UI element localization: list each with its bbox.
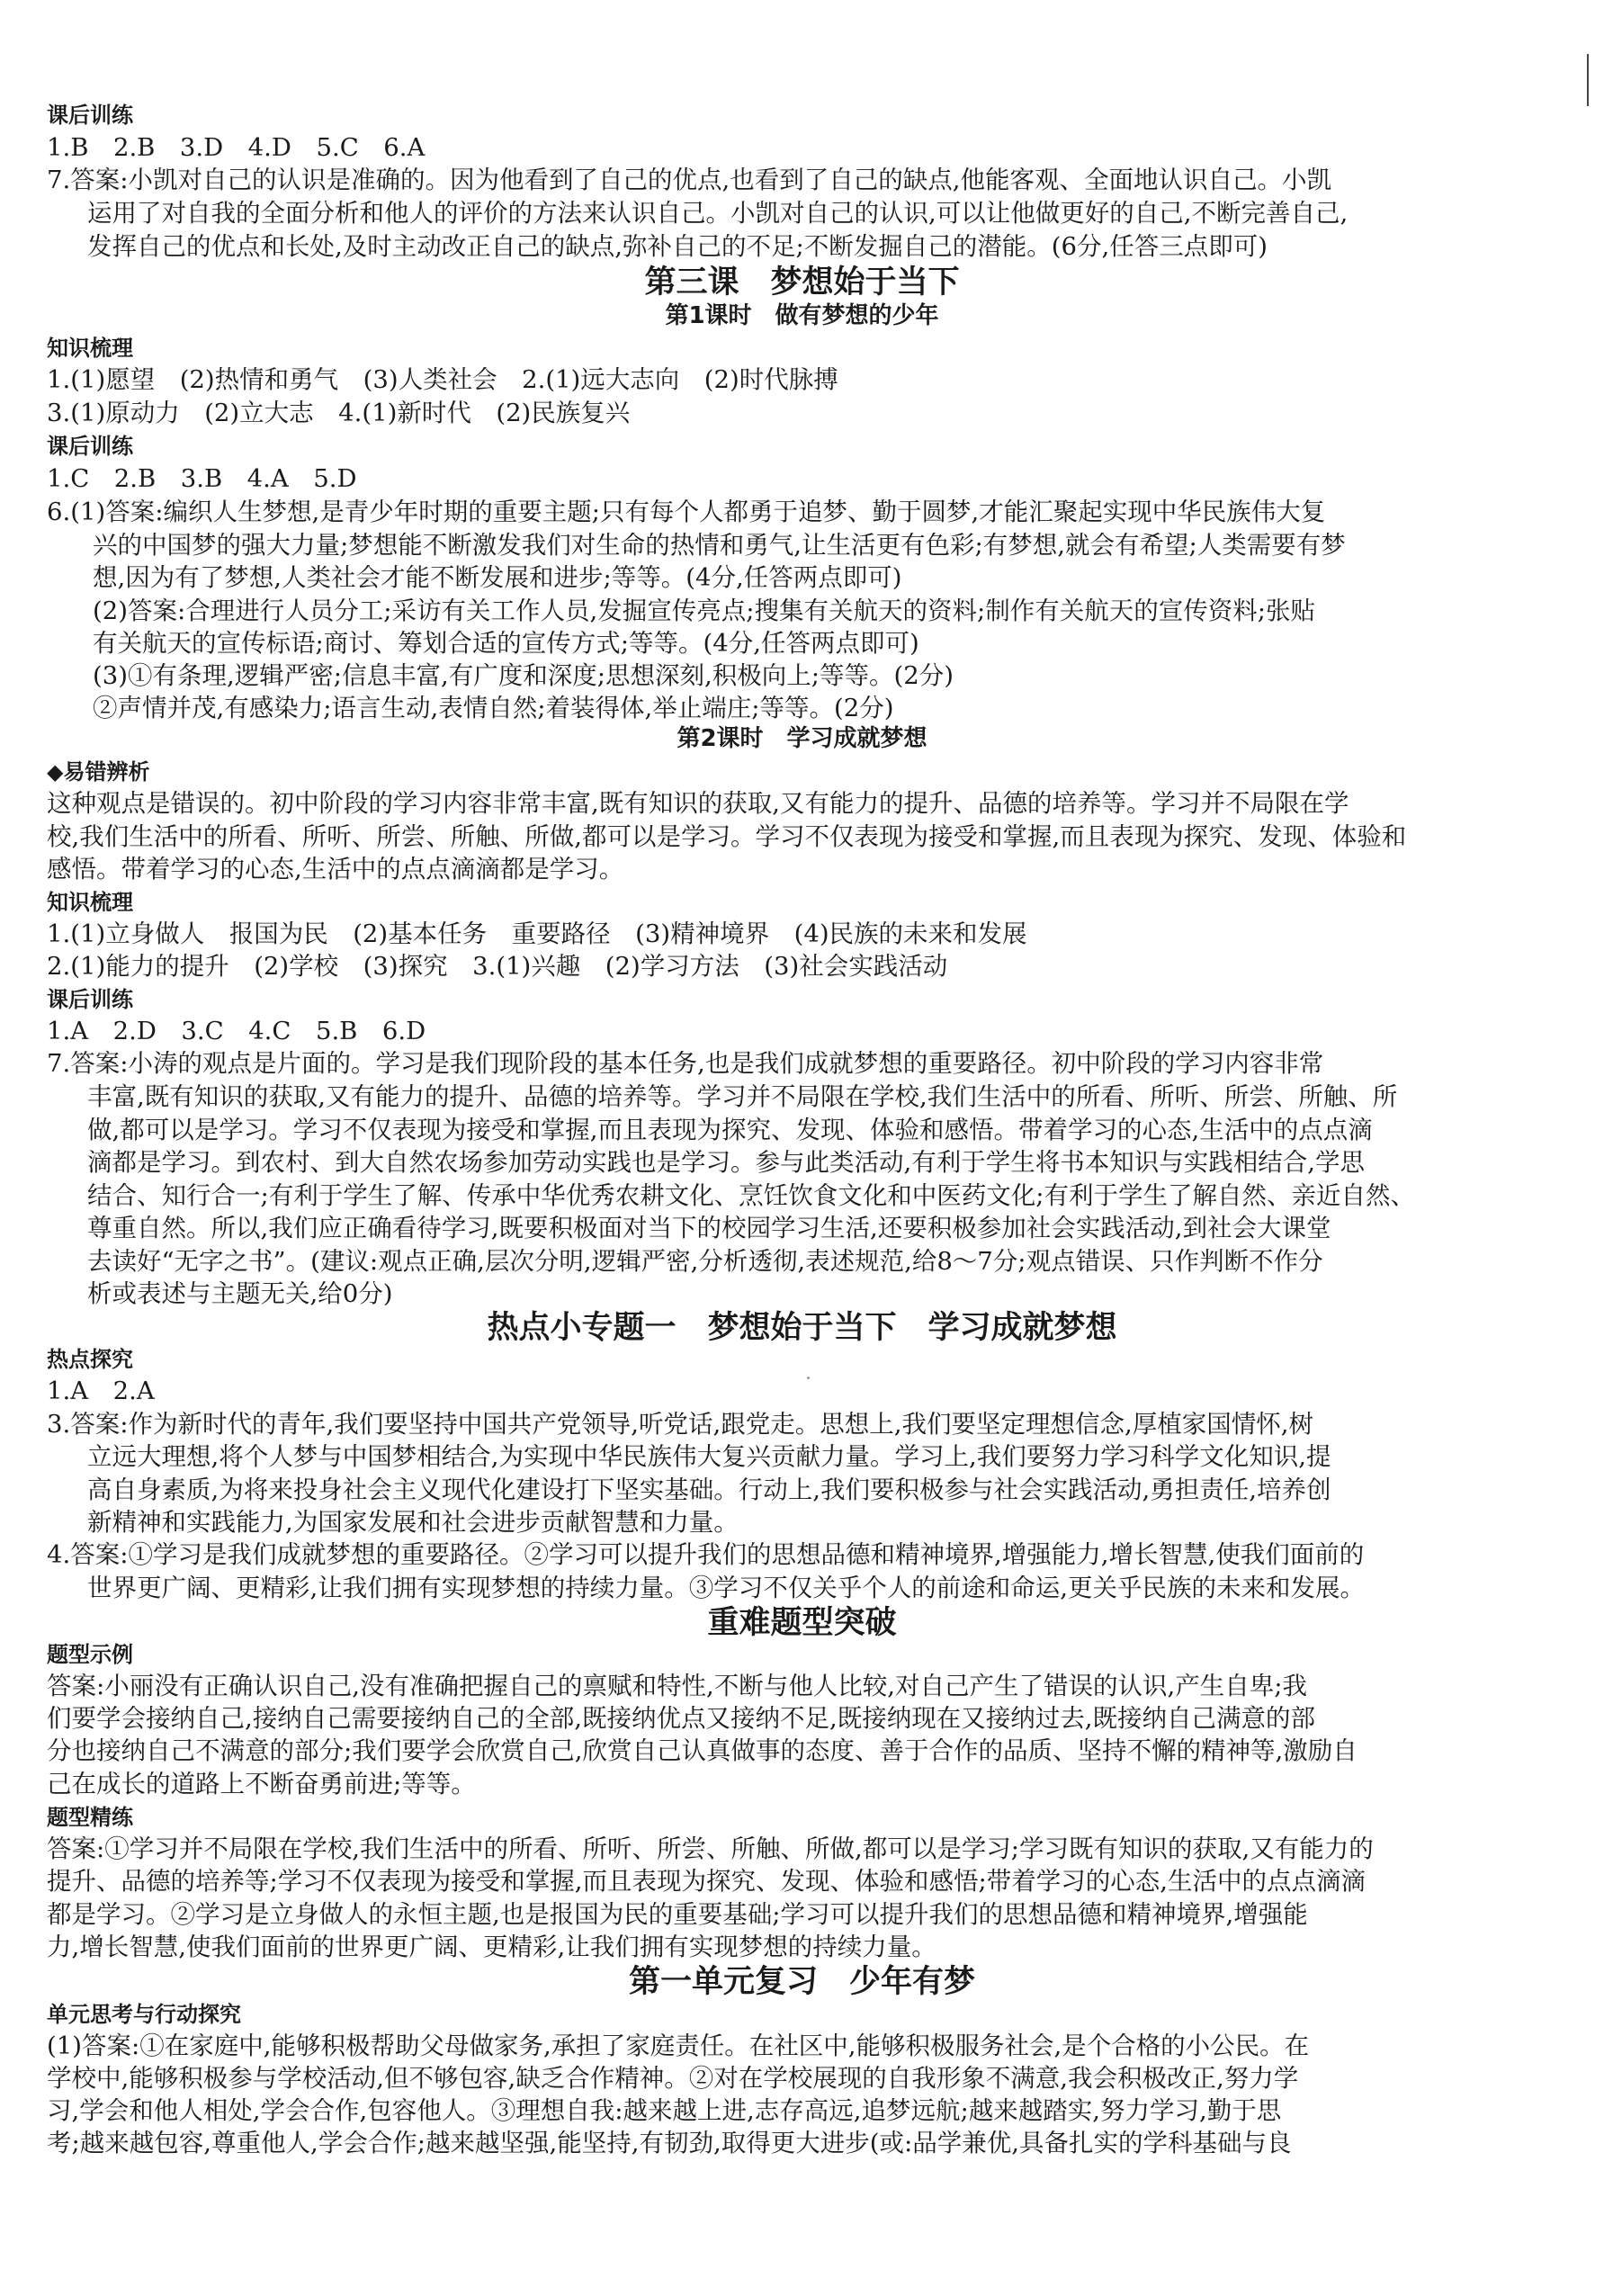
section-heading: 课后训练 [47, 987, 133, 1012]
answer-line: 学校中,能够积极参与学校活动,但不够包容,缺乏合作精神。②对在学校展现的自我形象不满意,我会积极改正,努力学 [47, 2064, 1299, 2093]
answer-line: 析或表述与主题无关,给0分) [87, 1279, 393, 1308]
answer-line: 有关航天的宣传标语;商讨、筹划合适的宣传方式;等等。(4分,任答两点即可) [93, 629, 919, 658]
answer-line: 去读好“无字之书”。(建议:观点正确,层次分明,逻辑严密,分析透彻,表述规范,给8～7分;观点错误、只作判断不作分 [87, 1247, 1323, 1276]
answer-line: 高自身素质,为将来投身社会主义现代化建设打下坚实基础。行动上,我们要积极参与社会实践活动,勇担责任,培养创 [87, 1475, 1331, 1504]
section-heading: 知识梳理 [47, 890, 133, 915]
section-heading: ◆易错辨析 [47, 759, 150, 785]
answer-line: 运用了对自我的全面分析和他人的评价的方法来认识自己。小凯对自己的认识,可以让他做更好的自己,不断完善自己, [87, 199, 1349, 228]
answer-line: 己在成长的道路上不断奋勇前进;等等。 [47, 1770, 476, 1798]
answer-line: 结合、知行合一;有利于学生了解、传承中华优秀农耕文化、烹饪饮食文化和中医药文化;有利于学生了解自然、亲近自然、 [87, 1181, 1416, 1210]
lesson-subtitle: 第2课时 学习成就梦想 [677, 725, 927, 752]
section-heading: 课后训练 [47, 103, 133, 128]
answer-line: 立远大理想,将个人梦与中国梦相结合,为实现中华民族伟大复兴贡献力量。学习上,我们要努力学习科学文化知识,提 [87, 1442, 1331, 1471]
topic-title: 热点小专题一 梦想始于当下 学习成就梦想 [487, 1310, 1117, 1346]
answer-line: 校,我们生活中的所看、所听、所尝、所触、所做,都可以是学习。学习不仅表现为接受和掌握,而且表现为探究、发现、体验和 [47, 822, 1407, 851]
answer-line: 习,学会和他人相处,学会合作,包容他人。③理想自我:越来越上进,志存高远,追梦远航;越来越踏实,努力学习,勤于思 [47, 2096, 1282, 2125]
lesson-title: 第三课 梦想始于当下 [644, 265, 960, 300]
answer-line: 1.A 2.D 3.C 4.C 5.B 6.D [47, 1017, 426, 1045]
answer-line: 4.答案:①学习是我们成就梦想的重要路径。②学习可以提升我们的思想品德和精神境界,增强能力,增长智慧,使我们面前的 [47, 1540, 1365, 1569]
answer-line: 1.B 2.B 3.D 4.D 5.C 6.A [47, 133, 426, 162]
answer-line: ②声情并茂,有感染力;语言生动,表情自然;着装得体,举止端庄;等等。(2分) [93, 694, 894, 722]
answer-line: 都是学习。②学习是立身做人的永恒主题,也是报国为民的重要基础;学习可以提升我们的思想品德和精神境界,增强能 [47, 1900, 1308, 1929]
section-heading: 题型精练 [47, 1805, 133, 1830]
answer-line: 感悟。带着学习的心态,生活中的点点滴滴都是学习。 [47, 855, 624, 883]
answer-line: 7.答案:小涛的观点是片面的。学习是我们现阶段的基本任务,也是我们成就梦想的重要路径。初中阶段的学习内容非常 [47, 1049, 1324, 1078]
answer-line: 答案:小丽没有正确认识自己,没有准确把握自己的禀赋和特性,不断与他人比较,对自己产生了错误的认识,产生自卑;我 [47, 1672, 1307, 1700]
page-edge-mark [1587, 54, 1589, 106]
answer-line: (1)答案:①在家庭中,能够积极帮助父母做家务,承担了家庭责任。在社区中,能够积极服务社会,是个合格的小公民。在 [47, 2031, 1310, 2060]
answer-line: 尊重自然。所以,我们应正确看待学习,既要积极面对当下的校园学习生活,还要积极参加社会实践活动,到社会大课堂 [87, 1214, 1331, 1242]
answer-line: 这种观点是错误的。初中阶段的学习内容非常丰富,既有知识的获取,又有能力的提升、品德的培养等。学习并不局限在学 [47, 789, 1349, 818]
answer-line: 做,都可以是学习。学习不仅表现为接受和掌握,而且表现为探究、发现、体验和感悟。带着学习的心态,生活中的点点滴 [87, 1116, 1373, 1144]
answer-line: 1.(1)立身做人 报国为民 (2)基本任务 重要路径 (3)精神境界 (4)民族的未来和发展 [47, 919, 1027, 948]
lesson-subtitle: 第1课时 做有梦想的少年 [665, 302, 939, 329]
answer-line: 发挥自己的优点和长处,及时主动改正自己的缺点,弥补自己的不足;不断发掘自己的潜能。(6分,任答三点即可) [87, 232, 1268, 261]
section-heading: 课后训练 [47, 434, 133, 459]
answer-line: 世界更广阔、更精彩,让我们拥有实现梦想的持续力量。③学习不仅关乎个人的前途和命运,更关乎民族的未来和发展。 [87, 1574, 1365, 1602]
answer-line: 力,增长智慧,使我们面前的世界更广阔、更精彩,让我们拥有实现梦想的持续力量。 [47, 1933, 936, 1961]
answer-line: 答案:①学习并不局限在学校,我们生活中的所看、所听、所尝、所触、所做,都可以是学习;学习既有知识的获取,又有能力的 [47, 1834, 1374, 1863]
unit-review-title: 第一单元复习 少年有梦 [628, 1964, 975, 2000]
answer-line: 们要学会接纳自己,接纳自己需要接纳自己的全部,既接纳优点又接纳不足,既接纳现在又接纳过去,既接纳自己满意的部 [47, 1704, 1315, 1733]
answer-line: 丰富,既有知识的获取,又有能力的提升、品德的培养等。学习并不局限在学校,我们生活中的所看、所听、所尝、所触、所 [87, 1082, 1398, 1111]
section-heading: 题型示例 [47, 1642, 133, 1667]
answer-line: 滴都是学习。到农村、到大自然农场参加劳动实践也是学习。参与此类活动,有利于学生将书本知识与实践相结合,学思 [87, 1148, 1365, 1177]
answer-line: 7.答案:小凯对自己的认识是准确的。因为他看到了自己的优点,也看到了自己的缺点,他能客观、全面地认识自己。小凯 [47, 166, 1331, 194]
answer-line: 1.(1)愿望 (2)热情和勇气 (3)人类社会 2.(1)远大志向 (2)时代脉搏 [47, 365, 838, 394]
answer-line: 兴的中国梦的强大力量;梦想能不断激发我们对生命的热情和勇气,让生活更有色彩;有梦想,就会有希望;人类需要有梦 [93, 531, 1346, 560]
answer-line: 3.答案:作为新时代的青年,我们要坚持中国共产党领导,听党话,跟党走。思想上,我们要坚定理想信念,厚植家国情怀,树 [47, 1410, 1313, 1439]
answer-line: (2)答案:合理进行人员分工;采访有关工作人员,发掘宣传亮点;搜集有关航天的资料;制作有关航天的宣传资料;张贴 [93, 596, 1316, 625]
answer-line: (3)①有条理,逻辑严密;信息丰富,有广度和深度;思想深刻,积极向上;等等。(2分) [93, 661, 954, 690]
answer-line: 分也接纳自己不满意的部分;我们要学会欣赏自己,欣赏自己认真做事的态度、善于合作的品质、坚持不懈的精神等,激励自 [47, 1736, 1358, 1765]
answer-line: 6.(1)答案:编织人生梦想,是青少年时期的重要主题;只有每个人都勇于追梦、勤于圆梦,才能汇聚起实现中华民族伟大复 [47, 498, 1326, 526]
answer-line: 3.(1)原动力 (2)立大志 4.(1)新时代 (2)民族复兴 [47, 399, 631, 427]
answer-line: 2.(1)能力的提升 (2)学校 (3)探究 3.(1)兴趣 (2)学习方法 (3)社会实践活动 [47, 952, 948, 981]
answer-line: 1.A 2.A [47, 1377, 155, 1405]
answer-line: 1.C 2.B 3.B 4.A 5.D [47, 464, 357, 493]
answer-line: 新精神和实践能力,为国家发展和社会进步贡献智慧和力量。 [87, 1508, 739, 1537]
section-heading: 热点探究 [47, 1347, 133, 1372]
answer-line: 提升、品德的培养等;学习不仅表现为接受和掌握,而且表现为探究、发现、体验和感悟;带着学习的心态,生活中的点点滴滴 [47, 1867, 1367, 1896]
section-heading: 知识梳理 [47, 336, 133, 361]
answer-line: 考;越来越包容,尊重他人,学会合作;越来越坚强,能坚持,有韧劲,取得更大进步(或:品学兼优,具备扎实的学科基础与良 [47, 2129, 1292, 2157]
section-heading: 单元思考与行动探究 [47, 2002, 241, 2027]
section-title: 重难题型突破 [707, 1605, 897, 1641]
answer-line: 想,因为有了梦想,人类社会才能不断发展和进步;等等。(4分,任答两点即可) [93, 563, 902, 592]
